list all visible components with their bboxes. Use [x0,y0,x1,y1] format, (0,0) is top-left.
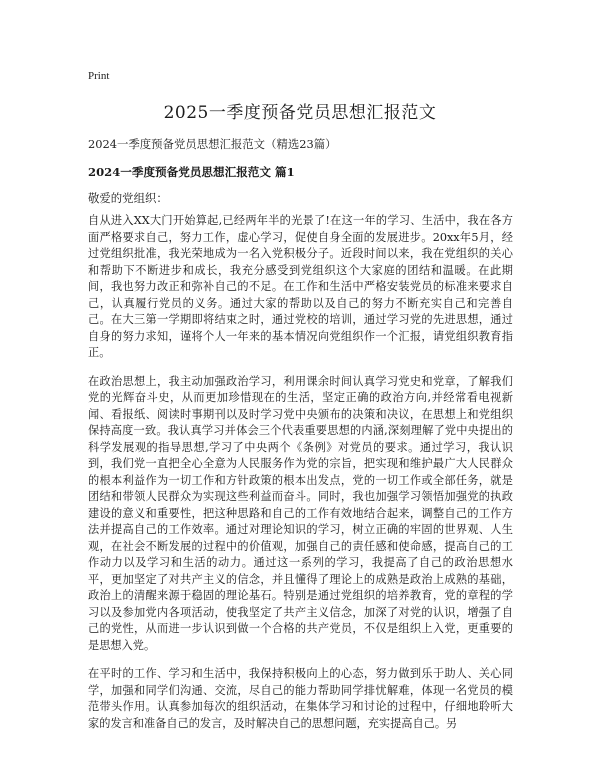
paragraph-2: 在政治思想上，我主动加强政治学习，利用课余时间认真学习党史和党章，了解我们党的光辉奋斗史，从而更加珍惜现在的生活，坚定正确的政治方向,并经常看电视新闻、看报纸、阅读时事期刊以及时学习党中央颁布的决策和决议，在思想上和党组织保持高度一致。我认真学习并体会三个代表重要思想的内涵,深刻理解了党中央提出的科学发展观的指导思想,学习了中央两个《条例》对党员的要求。通过学习，我认识到，我们党一直把全心全意为人民服务作为党的宗旨，把实现和维护最广大人民群众的根本利益作为一切工作和方针政策的根本出发点，党的一切工作或全部任务，就是团结和带领人民群众为实现这些利益而奋斗。同时，我也加强学习领悟加强党的执政建设的意义和重要性，把这种思路和自己的工作有效地结合起来，调整自己的工作方法并提高自己的工作效率。通过对理论知识的学习，树立正确的牢固的世界观、人生观，在社会不断发展的过程中的价值观，加强自己的责任感和使命感，提高自己的工作动力以及学习和生活的动力。通过这一系列的学习，我提高了自己的政治思想水平，更加坚定了对共产主义的信念，并且懂得了理论上的成熟是政治上成熟的基础，政治上的清醒来源于稳固的理论基石。特别是通过党组织的培养教育，党的章程的学习以及参加党内各项活动，使我坚定了共产主义信念，加深了对党的认识，增强了自己的党性，从而进一步认识到做一个合格的共产党员，不仅是组织上入党，更重要的是思想入党。 [88,374,513,652]
article-body [88,213,513,744]
paragraph-1: 自从进入XX大门开始算起,已经两年半的光景了!在这一年的学习、生活中，我在各方面严格要求自己，努力工作，虚心学习，促使自身全面的发展进步。20xx年5月，经过党组织批准，我光荣地成为一名入党积极分子。近段时间以来，我在党组织的关心和帮助下不断进步和成长，我充分感受到党组织这个大家庭的团结和温暖。在此期间，我也努力改正和弥补自己的不足。在工作和生活中严格安装党员的标准来要求自己，认真履行党员的义务。通过大家的帮助以及自己的努力不断充实自己和完善自己。在大三第一学期即将结束之时，通过党校的培训，通过学习党的先进思想，通过自身的努力求知，谨将个人一年来的基本情况向党组织作一个汇报，请党组织教育指正。 [88,214,513,359]
salutation: 敬爱的党组织： [88,191,168,205]
page-title: 2025一季度预备党员思想汇报范文 [163,103,437,123]
section-heading: 2024一季度预备党员思想汇报范文 篇1 [88,165,295,179]
document-subtitle: 2024一季度预备党员思想汇报范文（精选23篇） [88,137,337,151]
print-link[interactable]: Print [88,70,110,82]
paragraph-3: 在平时的工作、学习和生活中，我保持积极向上的心态，努力做到乐于助人、关心同学，加强和同学们沟通、交流，尽自己的能力帮助同学排忧解难，体现一名党员的模范带头作用。认真参加每次的组织活动，在集体学习和讨论的过程中，仔细地聆听大家的发言和准备自己的发言，及时解决自己的思想问题，充实提高自己。另 [88,667,513,730]
